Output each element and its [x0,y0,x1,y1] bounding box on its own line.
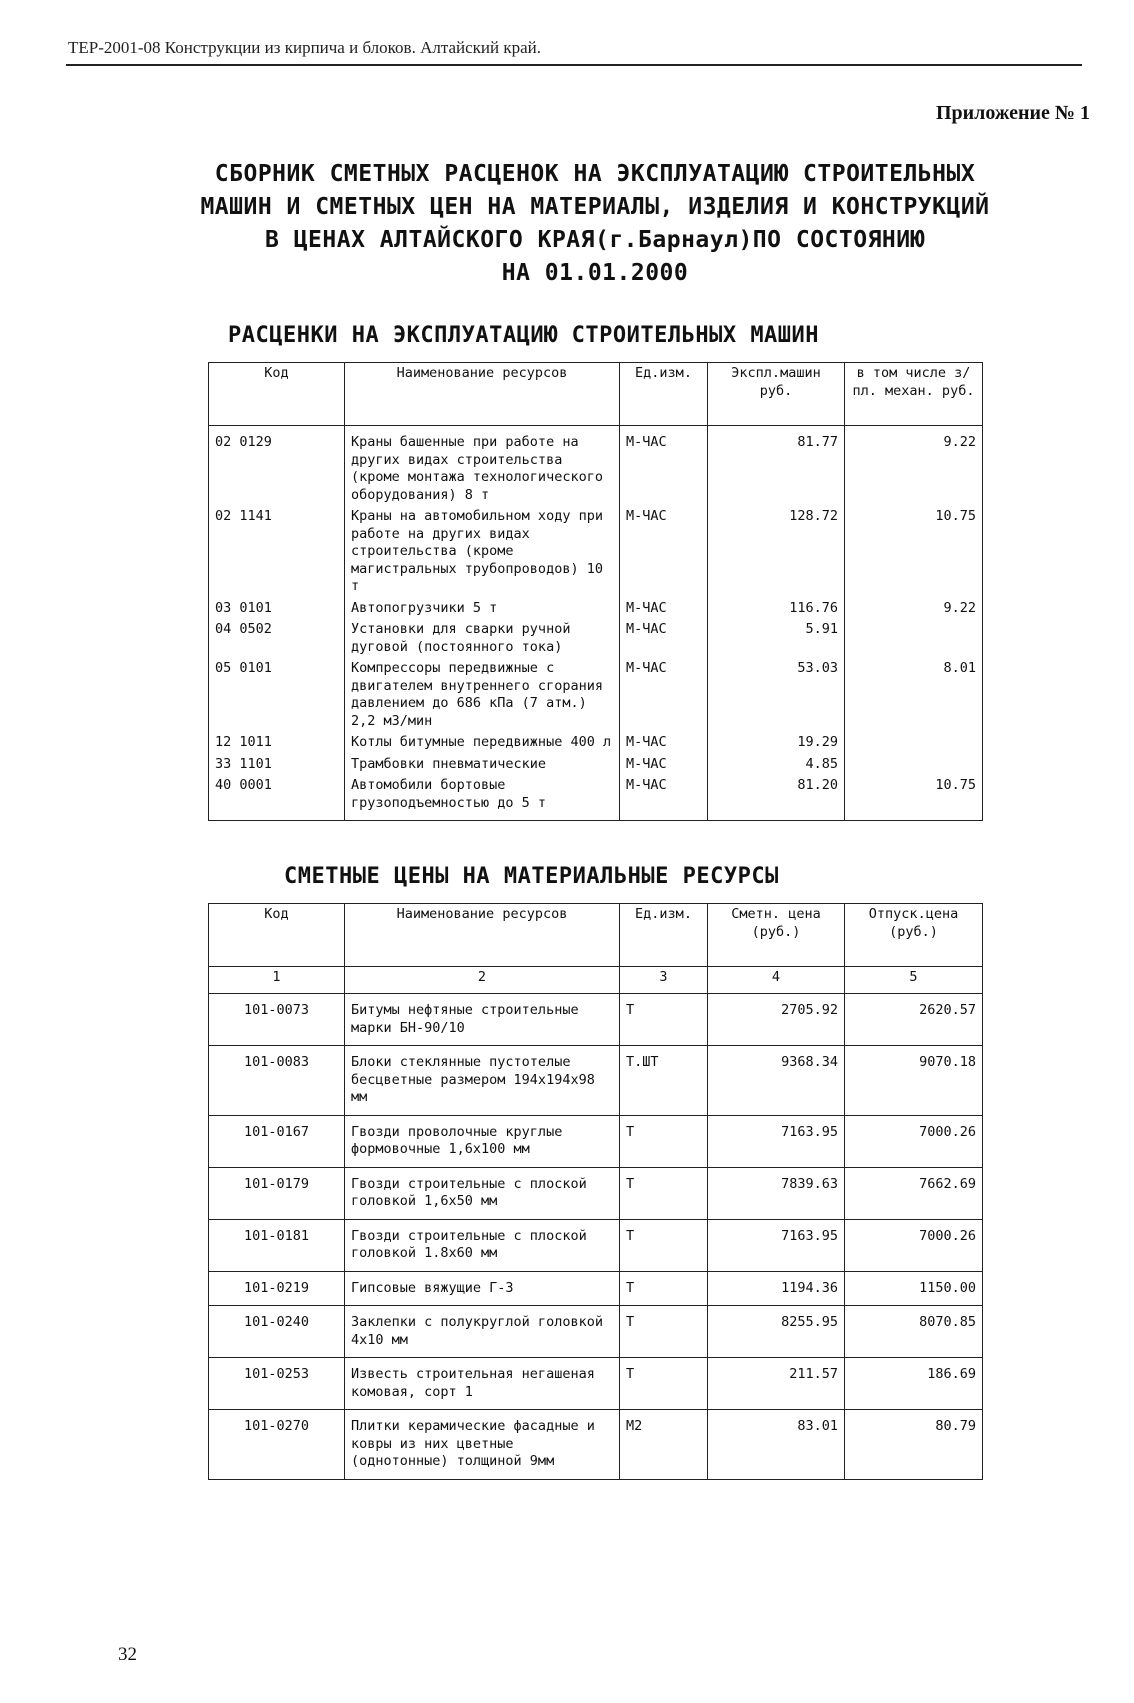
row-cost: 53.03 [708,658,845,732]
row-code: 12 1011 [209,732,345,754]
row-cost: 19.29 [708,732,845,754]
row-est-price: 2705.92 [708,994,845,1046]
row-name: Котлы битумные передвижные 400 л [345,732,620,754]
row-unit: Т [620,1306,708,1358]
row-code: 101-0167 [209,1115,345,1167]
row-est-price: 7163.95 [708,1219,845,1271]
row-cost: 81.20 [708,775,845,821]
row-unit: М-ЧАС [620,775,708,821]
row-release-price: 1150.00 [845,1271,983,1306]
row-code: 02 0129 [209,426,345,507]
row-code: 40 0001 [209,775,345,821]
row-release-price: 8070.85 [845,1306,983,1358]
row-code: 101-0270 [209,1410,345,1480]
row-unit: М-ЧАС [620,658,708,732]
row-code: 04 0502 [209,619,345,658]
header-code: Код [209,363,345,426]
row-release-price: 7000.26 [845,1115,983,1167]
row-release-price: 186.69 [845,1358,983,1410]
header-code: Код [209,904,345,967]
row-cost: 5.91 [708,619,845,658]
row-code: 101-0253 [209,1358,345,1410]
row-release-price: 7000.26 [845,1219,983,1271]
row-code: 101-0073 [209,994,345,1046]
row-unit: М-ЧАС [620,598,708,620]
row-code: 101-0240 [209,1306,345,1358]
title-line-3: В ЦЕНАХ АЛТАЙСКОГО КРАЯ(г.Барнаул)ПО СОСТОЯНИЮ [265,227,925,253]
row-est-price: 83.01 [708,1410,845,1480]
row-wage: 10.75 [845,506,983,598]
row-release-price: 9070.18 [845,1046,983,1116]
row-wage: 10.75 [845,775,983,821]
row-code: 101-0083 [209,1046,345,1116]
machine-row [209,754,983,776]
row-code: 03 0101 [209,598,345,620]
row-unit: Т [620,994,708,1046]
title-line-1: СБОРНИК СМЕТНЫХ РАСЦЕНОК НА ЭКСПЛУАТАЦИЮ СТРОИТЕЛЬНЫХ [214,161,976,187]
row-code: 33 1101 [209,754,345,776]
materials-section-title: СМЕТНЫЕ ЦЕНЫ НА МАТЕРИАЛЬНЫЕ РЕСУРСЫ [284,864,779,889]
header-name: Наименование ресурсов [345,904,620,967]
header-est-price: Сметн. цена (руб.) [708,904,845,967]
header-cost: Экспл.машин руб. [708,363,845,426]
row-name: Гипсовые вяжущие Г-3 [345,1271,620,1306]
appendix-label: Приложение № 1 [935,102,1090,124]
machines-table [208,362,983,821]
row-name: Гвозди строительные с плоской головкой 1,6х50 мм [345,1167,620,1219]
row-code: 101-0181 [209,1219,345,1271]
row-name: Краны башенные при работе на других видах строительства (кроме монтажа технологического оборудования) 8 т [345,426,620,507]
row-unit: М-ЧАС [620,426,708,507]
row-name: Битумы нефтяные строительные марки БН-90/10 [345,994,620,1046]
row-cost: 81.77 [708,426,845,507]
row-est-price: 1194.36 [708,1271,845,1306]
machines-header-row [209,363,983,426]
machine-row [209,775,983,821]
row-unit: Т [620,1358,708,1410]
row-unit: Т [620,1271,708,1306]
header-rule [66,64,1082,66]
machine-row [209,619,983,658]
row-unit: М-ЧАС [620,619,708,658]
col-number: 2 [345,967,620,994]
row-wage: 8.01 [845,658,983,732]
row-name: Автомобили бортовые грузоподъемностью до 5 т [345,775,620,821]
row-code: 101-0179 [209,1167,345,1219]
material-row [209,1306,983,1358]
header-unit: Ед.изм. [620,904,708,967]
material-row [209,1358,983,1410]
row-name: Автопогрузчики 5 т [345,598,620,620]
row-code: 05 0101 [209,658,345,732]
row-name: Гвозди проволочные круглые формовочные 1,6х100 мм [345,1115,620,1167]
row-cost: 128.72 [708,506,845,598]
row-wage [845,754,983,776]
row-unit: М-ЧАС [620,754,708,776]
row-cost: 4.85 [708,754,845,776]
row-name: Компрессоры передвижные с двигателем внутреннего сгорания давлением до 686 кПа (7 атм.) 2,2 м3/мин [345,658,620,732]
row-wage [845,732,983,754]
row-release-price: 7662.69 [845,1167,983,1219]
machines-section-title: РАСЦЕНКИ НА ЭКСПЛУАТАЦИЮ СТРОИТЕЛЬНЫХ МАШИН [228,323,820,348]
material-row [209,1410,983,1480]
material-row [209,994,983,1046]
material-row [209,1271,983,1306]
row-unit: Т [620,1219,708,1271]
running-header: ТЕР-2001-08 Конструкции из кирпича и блоков. Алтайский край. [68,38,542,57]
row-name: Краны на автомобильном ходу при работе на других видах строительства (кроме магистральных трубопроводов) 10 т [345,506,620,598]
row-wage [845,619,983,658]
row-wage: 9.22 [845,598,983,620]
col-number: 5 [845,967,983,994]
row-name: Трамбовки пневматические [345,754,620,776]
machine-row [209,506,983,598]
machine-row [209,658,983,732]
col-number: 4 [708,967,845,994]
machine-row [209,598,983,620]
row-code: 02 1141 [209,506,345,598]
row-name: Плитки керамические фасадные и ковры из них цветные (однотонные) толщиной 9мм [345,1410,620,1480]
page-number: 32 [118,1644,137,1665]
row-unit: Т [620,1115,708,1167]
header-release-price: Отпуск.цена (руб.) [845,904,983,967]
title-line-2: МАШИН И СМЕТНЫХ ЦЕН НА МАТЕРИАЛЫ, ИЗДЕЛИЯ И КОНСТРУКЦИЙ [200,194,990,220]
material-row [209,1219,983,1271]
row-wage: 9.22 [845,426,983,507]
row-release-price: 2620.57 [845,994,983,1046]
row-unit: Т.ШТ [620,1046,708,1116]
row-name: Заклепки с полукруглой головкой 4х10 мм [345,1306,620,1358]
row-est-price: 7839.63 [708,1167,845,1219]
row-est-price: 8255.95 [708,1306,845,1358]
row-name: Блоки стеклянные пустотелые бесцветные размером 194х194х98 мм [345,1046,620,1116]
row-est-price: 211.57 [708,1358,845,1410]
row-code: 101-0219 [209,1271,345,1306]
row-est-price: 9368.34 [708,1046,845,1116]
row-name: Установки для сварки ручной дуговой (постоянного тока) [345,619,620,658]
header-wage: в том числе з/пл. механ. руб. [845,363,983,426]
row-unit: М-ЧАС [620,506,708,598]
header-name: Наименование ресурсов [345,363,620,426]
document-title [90,158,1100,290]
col-number: 3 [620,967,708,994]
row-unit: Т [620,1167,708,1219]
title-line-4: НА 01.01.2000 [501,260,689,286]
row-unit: М2 [620,1410,708,1480]
machine-row [209,732,983,754]
row-est-price: 7163.95 [708,1115,845,1167]
col-number: 1 [209,967,345,994]
machine-row [209,426,983,507]
row-cost: 116.76 [708,598,845,620]
header-unit: Ед.изм. [620,363,708,426]
material-row [209,1167,983,1219]
row-unit: М-ЧАС [620,732,708,754]
row-name: Гвозди строительные с плоской головкой 1.8х60 мм [345,1219,620,1271]
column-number-row [209,967,983,994]
materials-table [208,903,983,1480]
row-name: Известь строительная негашеная комовая, сорт 1 [345,1358,620,1410]
materials-header-row [209,904,983,967]
material-row [209,1046,983,1116]
row-release-price: 80.79 [845,1410,983,1480]
material-row [209,1115,983,1167]
